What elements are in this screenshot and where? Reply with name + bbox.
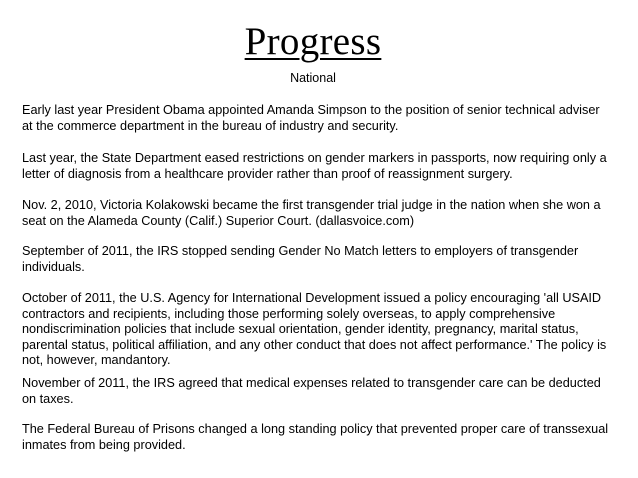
paragraph-usaid-policy: October of 2011, the U.S. Agency for International Development issued a policy encouraging 'all USAID contractors and recipients, including those performing solely overseas, to apply comprehensive nondiscrimination policies that include sexual orientation, gender identity, pregnancy, marital status, parental status, political affiliation, and any other conduct that does not affect performance.' The policy is not, however, mandantory. [22,291,607,368]
paragraph-irs-no-match: September of 2011, the IRS stopped sending Gender No Match letters to employers of transgender individuals. [22,244,579,274]
paragraph-amanda-simpson: Early last year President Obama appointed Amanda Simpson to the position of senior technical adviser at the commerce department in the bureau of industry and security. [22,103,600,133]
slide-title: Progress [244,20,382,63]
paragraph-victoria-kolakowski: Nov. 2, 2010, Victoria Kolakowski became the first transgender trial judge in the nation when she won a seat on the Alameda County (Calif.) Superior Court. (dallasvoice.com) [22,198,601,228]
slide-subtitle: National [290,71,336,85]
paragraph-irs-medical-expenses: November of 2011, the IRS agreed that medical expenses related to transgender care can be deducted on taxes. [22,376,601,406]
paragraph-bureau-of-prisons: The Federal Bureau of Prisons changed a long standing policy that prevented proper care of transsexual inmates from being provided. [22,422,609,452]
paragraph-passports: Last year, the State Department eased restrictions on gender markers in passports, now requiring only a letter of diagnosis from a healthcare provider rather than proof of reassignment surgery. [22,151,607,181]
